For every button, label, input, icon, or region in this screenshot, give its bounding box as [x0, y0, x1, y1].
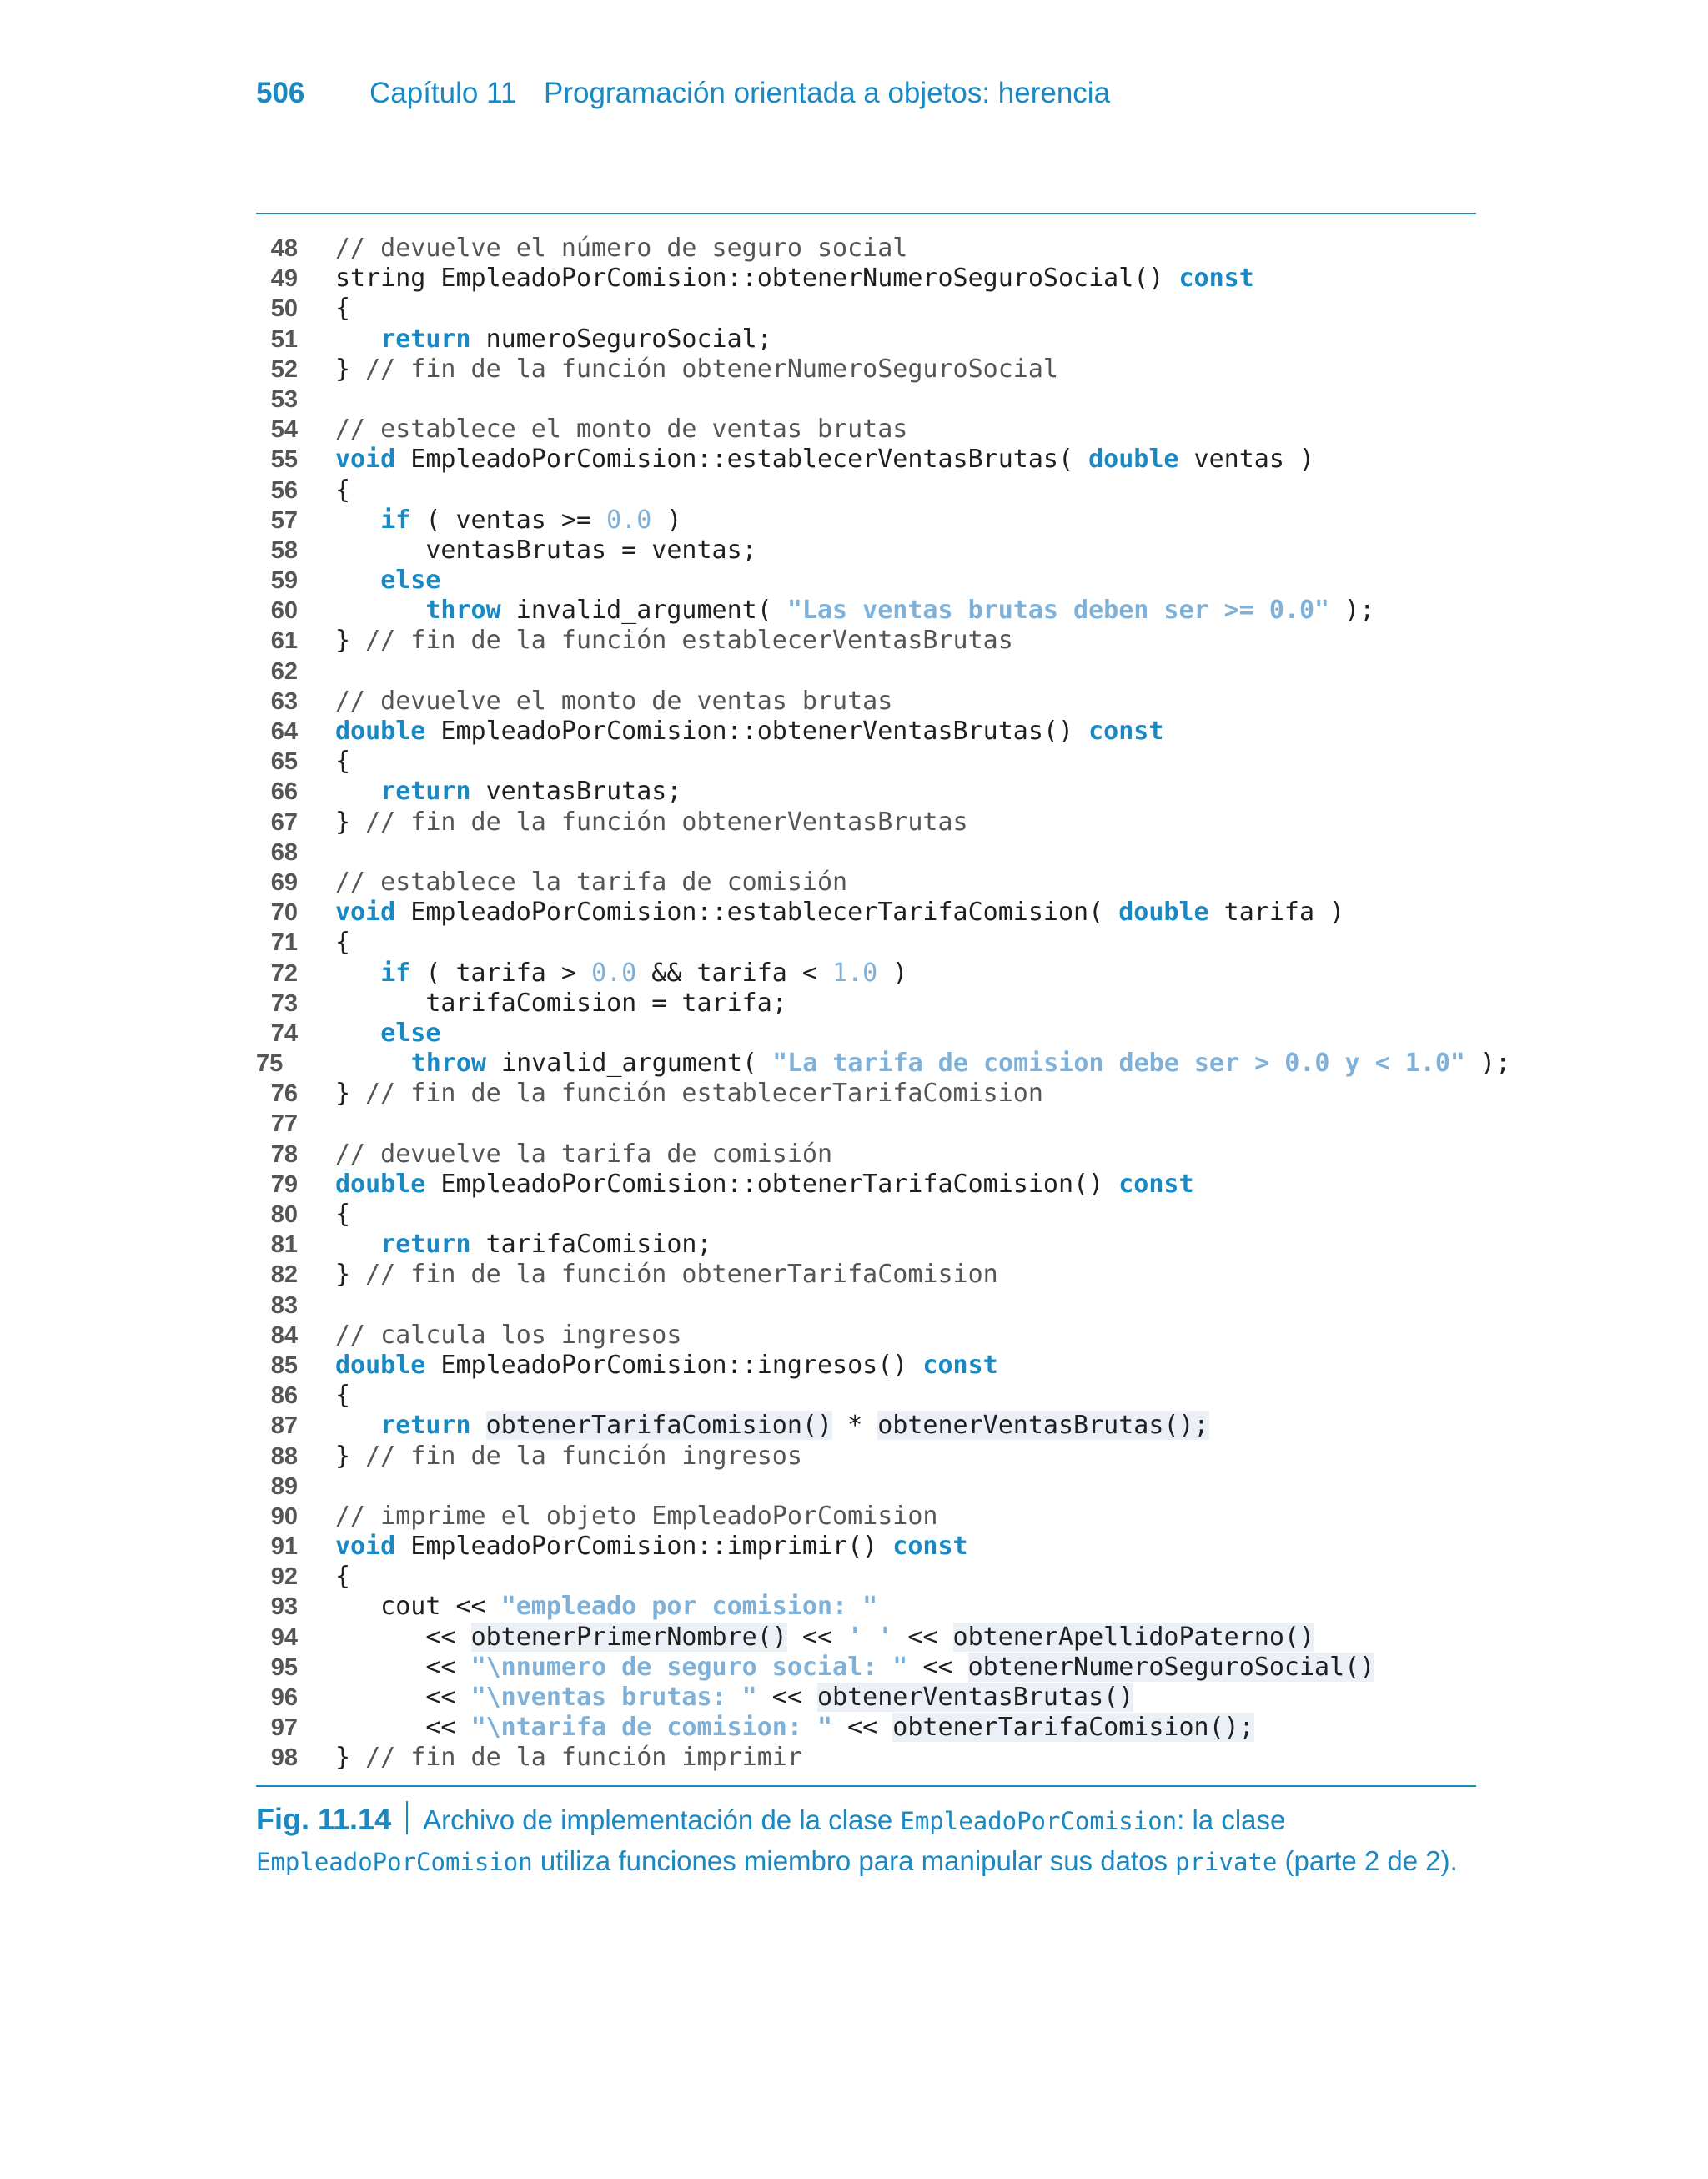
code-token: ventas ): [1178, 445, 1315, 475]
code-token: <<: [786, 1622, 848, 1652]
code-text: [335, 747, 350, 777]
code-line: [256, 264, 1476, 294]
code-token: [335, 566, 380, 595]
code-token: obtenerTarifaComision(): [485, 1411, 833, 1441]
line-number: 55: [270, 446, 298, 474]
code-token: {: [335, 1200, 351, 1229]
code-token: // fin de la función obtenerVentasBrutas: [365, 807, 968, 837]
code-line: [256, 626, 1476, 656]
code-line: [256, 1502, 1476, 1532]
code-token: ventasBrutas = ventas;: [335, 535, 757, 565]
code-token: }: [335, 626, 366, 656]
code-token: if: [380, 505, 411, 535]
code-line: [256, 928, 1476, 958]
code-token: <<: [335, 1622, 471, 1652]
line-number: 80: [270, 1201, 298, 1228]
code-line: [256, 1351, 1476, 1381]
code-text: [335, 1351, 998, 1381]
code-token: else: [380, 1018, 441, 1048]
code-line: [256, 868, 1476, 898]
code-token: EmpleadoPorComision::establecerVentasBrutas(: [395, 445, 1089, 475]
code-line: [256, 1532, 1476, 1562]
code-line: [256, 1019, 1476, 1049]
code-token: return: [380, 777, 471, 807]
code-line: [256, 566, 1476, 596]
code-token: {: [335, 928, 351, 958]
code-text: [320, 1049, 1510, 1079]
code-line: [256, 445, 1476, 475]
code-line: [256, 1411, 1476, 1441]
code-text: [335, 868, 847, 898]
line-number: 76: [270, 1080, 298, 1108]
code-line: [256, 959, 1476, 989]
code-line: [256, 1260, 1476, 1290]
code-token: [335, 959, 380, 988]
code-token: obtenerVentasBrutas(): [816, 1683, 1134, 1712]
code-token: 1.0: [832, 958, 878, 988]
code-token: // calcula los ingresos: [335, 1320, 682, 1350]
line-number: 54: [270, 416, 298, 444]
code-token: );: [1329, 596, 1375, 626]
code-line: [256, 234, 1476, 264]
code-text: [335, 1592, 877, 1622]
code-text: [335, 1260, 998, 1290]
top-divider: [256, 213, 1476, 214]
code-listing: [256, 234, 1511, 1774]
code-line: [256, 1623, 1476, 1653]
code-token: [335, 596, 425, 625]
code-line: [256, 657, 1476, 687]
line-number: 73: [270, 989, 298, 1017]
code-text: [335, 476, 350, 506]
code-token: return: [380, 324, 471, 354]
line-number: 65: [270, 748, 298, 776]
code-token: obtenerVentasBrutas();: [877, 1411, 1209, 1441]
code-text: [335, 1653, 1374, 1683]
code-token: ): [877, 958, 908, 988]
line-number: 52: [270, 355, 298, 383]
code-token: obtenerApellidoPaterno(): [952, 1622, 1315, 1652]
code-text: [335, 1623, 1314, 1653]
code-line: [256, 717, 1476, 747]
code-line: [256, 1170, 1476, 1200]
code-token: [335, 506, 380, 535]
figure-caption: [256, 1799, 1476, 1882]
line-number: 75: [256, 1050, 284, 1078]
code-text: [335, 1411, 1209, 1441]
code-token: void: [335, 445, 396, 475]
code-token: // devuelve la tarifa de comisión: [335, 1139, 833, 1169]
line-number: 79: [270, 1170, 298, 1198]
code-text: [335, 1019, 440, 1049]
figure-label: Fig. 11.14: [256, 1802, 392, 1836]
line-number: 82: [270, 1261, 298, 1289]
line-number: 57: [270, 506, 298, 534]
code-token: if: [380, 958, 411, 988]
code-token: invalid_argument(: [485, 1049, 773, 1079]
code-token: double: [335, 1169, 426, 1199]
code-line: [256, 1079, 1476, 1109]
code-line: [256, 506, 1476, 536]
code-line: [256, 1743, 1476, 1773]
code-line: [256, 1472, 1476, 1502]
line-number: 95: [270, 1653, 298, 1681]
code-token: }: [335, 1743, 366, 1773]
code-token: throw: [425, 596, 501, 626]
code-line: [256, 838, 1476, 868]
line-number: 60: [270, 597, 298, 625]
code-token: // fin de la función establecerVentasBrutas: [365, 626, 1013, 656]
code-token: [320, 1049, 410, 1078]
code-token: obtenerTarifaComision();: [892, 1713, 1254, 1743]
code-text: [335, 566, 440, 596]
code-line: [256, 1683, 1476, 1713]
line-number: 89: [270, 1472, 298, 1500]
line-number: 67: [270, 808, 298, 836]
code-line: [256, 898, 1476, 928]
code-line: [256, 1592, 1476, 1622]
code-line: [256, 1230, 1476, 1260]
code-token: double: [335, 1350, 426, 1380]
line-number: 91: [270, 1533, 298, 1561]
line-number: 96: [270, 1684, 298, 1711]
code-text: [335, 989, 787, 1019]
code-token: "\nventas brutas: ": [470, 1683, 757, 1712]
code-token: EmpleadoPorComision::obtenerVentasBrutas(): [425, 717, 1089, 746]
code-line: [256, 385, 1476, 415]
code-token: const: [1088, 717, 1164, 746]
code-text: [335, 959, 907, 989]
code-token: const: [1118, 1169, 1194, 1199]
line-number: 81: [270, 1231, 298, 1259]
code-token: 0.0: [606, 505, 652, 535]
code-token: // fin de la función ingresos: [365, 1441, 802, 1471]
code-text: [335, 626, 1013, 656]
code-token: }: [335, 354, 366, 384]
code-line: [256, 476, 1476, 506]
line-number: 51: [270, 325, 298, 353]
code-token: {: [335, 294, 351, 324]
code-token: }: [335, 1260, 366, 1290]
code-token: tarifa ): [1208, 898, 1345, 928]
line-number: 74: [270, 1019, 298, 1047]
code-line: [256, 747, 1476, 777]
page-number: 506: [256, 77, 305, 109]
caption-separator: [406, 1801, 408, 1834]
line-number: 59: [270, 567, 298, 595]
code-token: EmpleadoPorComision::obtenerTarifaComision(): [425, 1169, 1119, 1199]
code-text: [335, 687, 892, 717]
line-number: 92: [270, 1563, 298, 1591]
code-token: // fin de la función establecerTarifaComision: [365, 1079, 1043, 1109]
line-number: 68: [270, 838, 298, 866]
code-token: // devuelve el número de seguro social: [335, 234, 908, 263]
code-line: [256, 294, 1476, 324]
line-number: 64: [270, 718, 298, 745]
code-token: {: [335, 747, 351, 777]
line-number: 83: [270, 1291, 298, 1319]
code-text: [335, 264, 1254, 294]
code-token: [335, 777, 380, 806]
code-token: <<: [756, 1683, 817, 1712]
code-line: [256, 1049, 1511, 1079]
code-token: <<: [907, 1652, 968, 1682]
code-line: [256, 415, 1476, 445]
line-number: 93: [270, 1593, 298, 1621]
code-token: {: [335, 1562, 351, 1592]
code-token: "\nnumero de seguro social: ": [470, 1652, 908, 1682]
code-token: cout <<: [335, 1592, 501, 1622]
code-token: [335, 1411, 380, 1440]
line-number: 98: [270, 1744, 298, 1772]
line-number: 50: [270, 295, 298, 323]
code-token: numeroSeguroSocial;: [470, 324, 772, 354]
line-number: 61: [270, 627, 298, 655]
code-token: }: [335, 1441, 366, 1471]
code-line: [256, 1200, 1476, 1230]
code-token: "empleado por comision: ": [500, 1592, 878, 1622]
code-text: [335, 1683, 1133, 1713]
code-token: "\ntarifa de comision: ": [470, 1713, 833, 1743]
code-token: "Las ventas brutas deben ser >= 0.0": [786, 596, 1330, 626]
code-token: return: [380, 1230, 471, 1260]
code-token: tarifaComision = tarifa;: [335, 988, 787, 1018]
code-text: [335, 445, 1314, 475]
code-token: && tarifa <: [636, 958, 833, 988]
code-line: [256, 1442, 1476, 1472]
code-token: <<: [335, 1652, 471, 1682]
code-text: [335, 415, 907, 445]
code-token: <<: [335, 1713, 471, 1743]
code-token: [335, 325, 380, 354]
line-number: 69: [270, 868, 298, 896]
code-line: [256, 808, 1476, 838]
line-number: 78: [270, 1140, 298, 1168]
line-number: 86: [270, 1382, 298, 1410]
caption-text-2: : la clase: [1177, 1804, 1286, 1835]
code-text: [335, 1562, 350, 1592]
code-text: [335, 1502, 937, 1532]
code-token: // imprime el objeto EmpleadoPorComision: [335, 1501, 938, 1531]
line-number: 77: [270, 1110, 298, 1138]
code-text: [335, 1140, 832, 1170]
chapter-label: Capítulo 11: [369, 77, 517, 109]
line-number: 49: [270, 265, 298, 293]
caption-text-1: Archivo de implementación de la clase: [423, 1804, 901, 1835]
line-number: 71: [270, 929, 298, 957]
code-token: ( ventas >=: [410, 505, 607, 535]
code-text: [335, 1442, 802, 1472]
code-line: [256, 1140, 1476, 1170]
code-text: [335, 1713, 1254, 1743]
code-line: [256, 1562, 1476, 1592]
code-token: [471, 1411, 486, 1440]
code-token: else: [380, 566, 441, 596]
code-text: [335, 808, 968, 838]
line-number: 90: [270, 1502, 298, 1530]
code-token: // fin de la función obtenerTarifaComision: [365, 1260, 998, 1290]
code-token: throw: [410, 1049, 486, 1079]
code-token: // fin de la función obtenerNumeroSeguroSocial: [365, 354, 1058, 384]
code-token: ( tarifa >: [410, 958, 592, 988]
line-number: 84: [270, 1321, 298, 1349]
code-token: <<: [892, 1622, 953, 1652]
line-number: 88: [270, 1442, 298, 1470]
code-token: }: [335, 1079, 366, 1109]
bottom-divider: [256, 1785, 1476, 1787]
code-token: {: [335, 475, 351, 505]
caption-code-3: private: [1175, 1848, 1278, 1876]
code-text: [335, 506, 681, 536]
line-number: 85: [270, 1351, 298, 1379]
code-token: "La tarifa de comision debe ser > 0.0 y < 1.0": [772, 1049, 1465, 1079]
code-text: [335, 928, 350, 958]
code-token: EmpleadoPorComision::ingresos(): [425, 1350, 923, 1380]
code-line: [256, 355, 1476, 385]
chapter-title: Programación orientada a objetos: herencia: [544, 77, 1111, 109]
code-token: {: [335, 1381, 351, 1411]
code-token: <<: [832, 1713, 893, 1743]
code-text: [335, 536, 757, 566]
code-token: *: [832, 1411, 878, 1441]
line-number: 72: [270, 959, 298, 987]
code-token: EmpleadoPorComision::establecerTarifaComision(: [395, 898, 1119, 928]
code-token: string EmpleadoPorComision::obtenerNumeroSeguroSocial(): [335, 264, 1179, 294]
code-token: double: [335, 717, 426, 746]
code-token: invalid_argument(: [500, 596, 787, 626]
code-token: );: [1464, 1049, 1511, 1079]
code-text: [335, 1321, 681, 1351]
code-token: tarifaComision;: [470, 1230, 712, 1260]
running-header: [256, 77, 1110, 123]
code-line: [256, 596, 1476, 626]
code-token: double: [1088, 445, 1179, 475]
code-token: ): [651, 505, 682, 535]
code-text: [335, 898, 1344, 928]
code-text: [335, 1200, 350, 1230]
code-token: return: [380, 1411, 471, 1441]
code-text: [335, 1381, 350, 1411]
code-token: obtenerNumeroSeguroSocial(): [967, 1652, 1375, 1682]
code-text: [335, 325, 772, 355]
line-number: 62: [270, 657, 298, 685]
code-text: [335, 294, 350, 324]
code-token: // fin de la función imprimir: [365, 1743, 802, 1773]
code-text: [335, 1532, 968, 1562]
code-token: }: [335, 807, 366, 837]
code-line: [256, 536, 1476, 566]
code-token: void: [335, 1532, 396, 1562]
code-token: // establece el monto de ventas brutas: [335, 415, 908, 445]
code-line: [256, 1291, 1476, 1321]
code-token: [335, 1019, 380, 1048]
code-text: [335, 234, 907, 264]
line-number: 53: [270, 385, 298, 413]
code-token: obtenerPrimerNombre(): [470, 1622, 787, 1652]
line-number: 70: [270, 899, 298, 927]
caption-text-3: utiliza funciones miembro para manipular sus datos: [532, 1845, 1176, 1876]
code-line: [256, 777, 1476, 807]
code-line: [256, 687, 1476, 717]
code-text: [335, 1743, 802, 1773]
code-line: [256, 1653, 1476, 1683]
code-text: [335, 777, 681, 807]
line-number: 97: [270, 1714, 298, 1742]
code-token: const: [922, 1350, 998, 1380]
line-number: 94: [270, 1623, 298, 1651]
code-line: [256, 1713, 1476, 1743]
code-text: [335, 596, 1374, 626]
caption-code-2: EmpleadoPorComision: [256, 1848, 533, 1876]
line-number: 87: [270, 1412, 298, 1440]
code-text: [335, 355, 1058, 385]
code-line: [256, 989, 1476, 1019]
code-token: ' ': [847, 1622, 893, 1652]
code-text: [335, 1079, 1043, 1109]
code-text: [335, 717, 1163, 747]
code-token: EmpleadoPorComision::imprimir(): [395, 1532, 893, 1562]
code-token: // devuelve el monto de ventas brutas: [335, 686, 893, 716]
line-number: 58: [270, 536, 298, 564]
caption-text-4: (parte 2 de 2).: [1277, 1845, 1458, 1876]
code-token: const: [1178, 264, 1254, 294]
code-token: ventasBrutas;: [470, 777, 682, 807]
code-line: [256, 1109, 1476, 1139]
code-token: 0.0: [591, 958, 637, 988]
line-number: 48: [270, 235, 298, 262]
code-line: [256, 1381, 1476, 1411]
code-text: [335, 1170, 1194, 1200]
code-text: [335, 1230, 712, 1260]
line-number: 66: [270, 778, 298, 806]
code-token: void: [335, 898, 396, 928]
code-token: [335, 1230, 380, 1259]
line-number: 56: [270, 476, 298, 504]
code-line: [256, 1321, 1476, 1351]
code-token: double: [1118, 898, 1209, 928]
code-token: const: [892, 1532, 968, 1562]
code-token: // establece la tarifa de comisión: [335, 867, 848, 897]
caption-code-1: EmpleadoPorComision: [900, 1807, 1178, 1835]
code-line: [256, 325, 1476, 355]
line-number: 63: [270, 687, 298, 715]
code-token: <<: [335, 1683, 471, 1712]
